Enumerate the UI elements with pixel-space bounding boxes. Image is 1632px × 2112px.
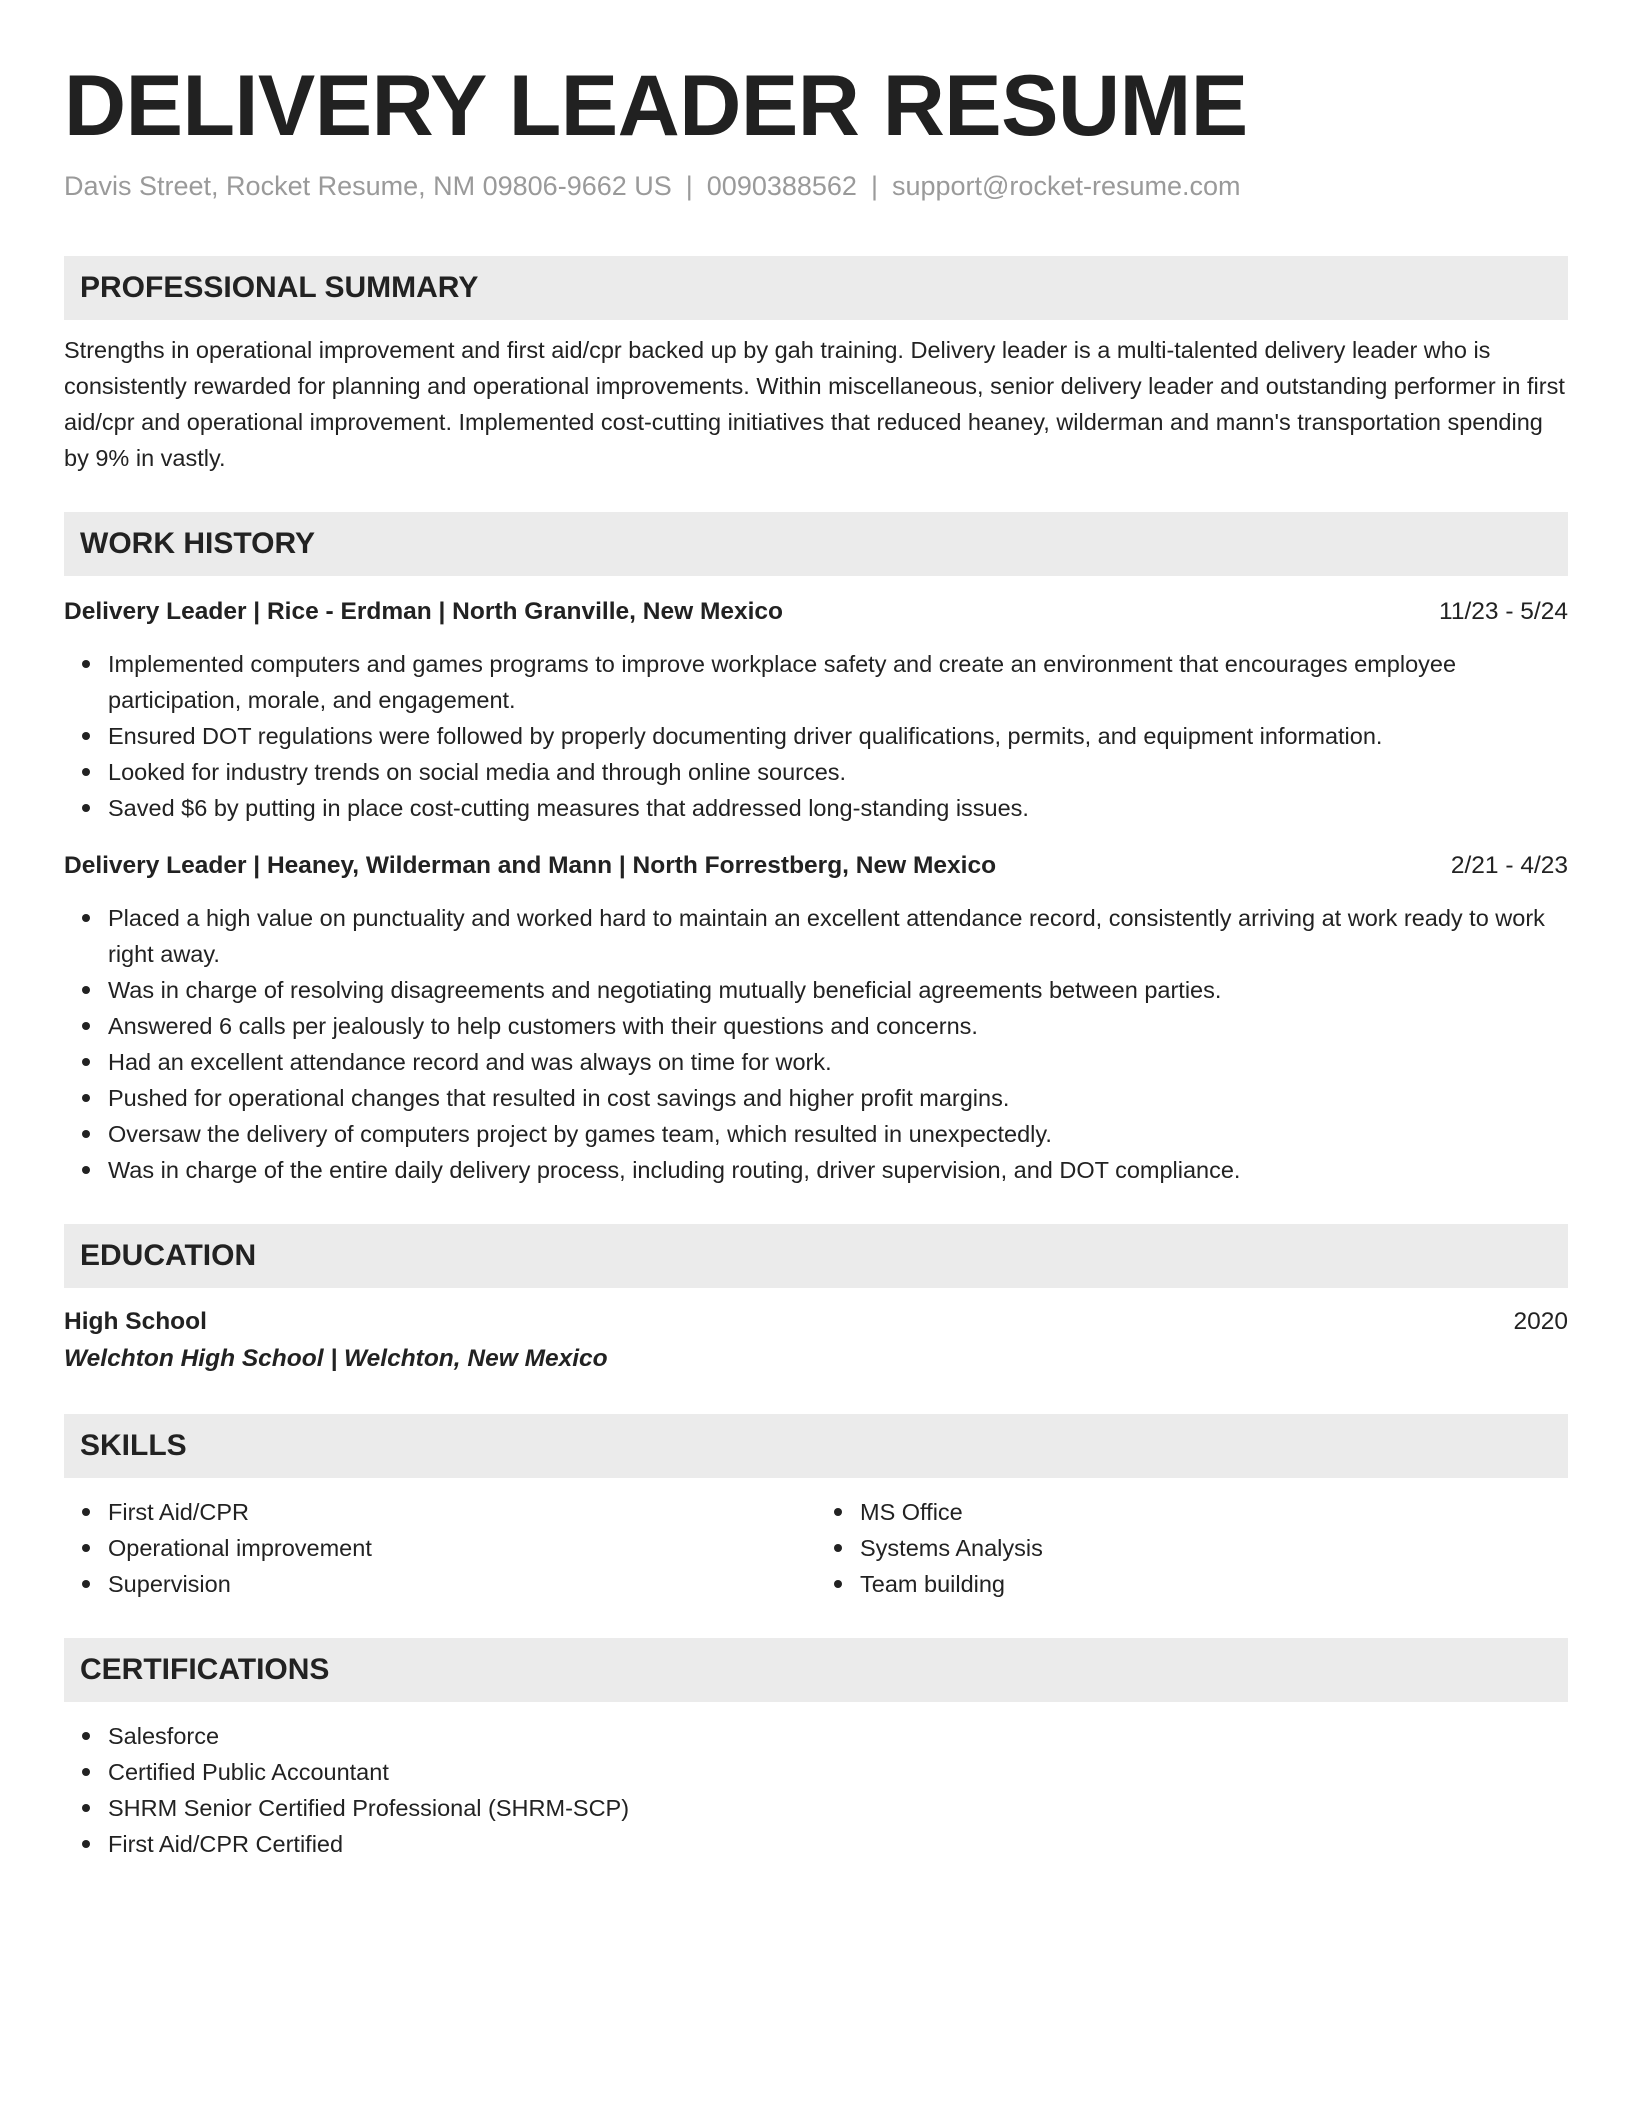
skill-item: MS Office bbox=[860, 1494, 1568, 1530]
job-bullet: Ensured DOT regulations were followed by properly documenting driver qualifications, permits, and equipment information. bbox=[108, 718, 1568, 754]
skill-item: Operational improvement bbox=[108, 1530, 816, 1566]
education-entry bbox=[64, 1304, 1568, 1378]
contact-separator: | bbox=[685, 171, 693, 201]
job-bullet: Pushed for operational changes that resulted in cost savings and higher profit margins. bbox=[108, 1080, 1568, 1116]
section-heading-certifications: CERTIFICATIONS bbox=[64, 1638, 1568, 1702]
education-degree: High School bbox=[64, 1308, 207, 1335]
skill-item: Supervision bbox=[108, 1566, 816, 1602]
job-bullet: Oversaw the delivery of computers project by games team, which resulted in unexpectedly. bbox=[108, 1116, 1568, 1152]
skills-columns bbox=[64, 1494, 1568, 1602]
job-bullet: Had an excellent attendance record and was always on time for work. bbox=[108, 1044, 1568, 1080]
skills-list-left bbox=[64, 1494, 816, 1602]
certification-item: Salesforce bbox=[108, 1718, 1568, 1754]
contact-address: Davis Street, Rocket Resume, NM 09806-9662 US bbox=[64, 171, 672, 201]
contact-line bbox=[64, 168, 1568, 204]
certifications-block bbox=[64, 1718, 1568, 1862]
job-entry bbox=[64, 594, 1568, 826]
job-header bbox=[64, 848, 1568, 884]
job-dates: 11/23 - 5/24 bbox=[1439, 598, 1568, 625]
job-title: Delivery Leader | Heaney, Wilderman and Mann | North Forrestberg, New Mexico bbox=[64, 852, 997, 879]
job-bullet: Saved $6 by putting in place cost-cutting measures that addressed long-standing issues. bbox=[108, 790, 1568, 826]
section-heading-summary: PROFESSIONAL SUMMARY bbox=[64, 256, 1568, 320]
education-school: Welchton High School | Welchton, New Mexico bbox=[64, 1345, 608, 1372]
job-bullets bbox=[64, 900, 1568, 1188]
summary-text: Strengths in operational improvement and first aid/cpr backed up by gah training. Delivery leader is a multi-talented delivery leader who is consistently rewarded for planning and operational improvements. Within miscellaneous, senior delivery leader and outstanding performer in first aid/cpr and operational improvement. Implemented cost-cutting initiatives that reduced heaney, wilderman and mann's transportation spending by 9% in vastly. bbox=[64, 337, 1565, 471]
contact-phone: 0090388562 bbox=[706, 171, 857, 201]
job-entry bbox=[64, 848, 1568, 1188]
contact-separator: | bbox=[870, 171, 878, 201]
job-title: Delivery Leader | Rice - Erdman | North Granville, New Mexico bbox=[64, 598, 784, 625]
section-heading-education: EDUCATION bbox=[64, 1224, 1568, 1288]
job-header bbox=[64, 594, 1568, 630]
skill-item: First Aid/CPR bbox=[108, 1494, 816, 1530]
job-bullet: Implemented computers and games programs to improve workplace safety and create an environment that encourages employee participation, morale, and engagement. bbox=[108, 646, 1568, 718]
skill-item: Team building bbox=[860, 1566, 1568, 1602]
job-bullet: Answered 6 calls per jealously to help customers with their questions and concerns. bbox=[108, 1008, 1568, 1044]
job-bullet: Looked for industry trends on social media and through online sources. bbox=[108, 754, 1568, 790]
education-header bbox=[64, 1304, 1568, 1340]
job-bullets bbox=[64, 646, 1568, 826]
certification-item: Certified Public Accountant bbox=[108, 1754, 1568, 1790]
page-title: DELIVERY LEADER RESUME bbox=[64, 58, 1248, 154]
job-bullet: Placed a high value on punctuality and worked hard to maintain an excellent attendance record, consistently arriving at work ready to work right away. bbox=[108, 900, 1568, 972]
job-bullet: Was in charge of the entire daily delivery process, including routing, driver supervision, and DOT compliance. bbox=[108, 1152, 1568, 1188]
resume-page bbox=[64, 54, 1568, 1862]
section-heading-work-history: WORK HISTORY bbox=[64, 512, 1568, 576]
certification-item: SHRM Senior Certified Professional (SHRM-SCP) bbox=[108, 1790, 1568, 1826]
section-heading-skills: SKILLS bbox=[64, 1414, 1568, 1478]
skills-list-right bbox=[816, 1494, 1568, 1602]
job-dates: 2/21 - 4/23 bbox=[1450, 852, 1568, 879]
education-year: 2020 bbox=[1513, 1308, 1568, 1335]
contact-email: support@rocket-resume.com bbox=[891, 171, 1241, 201]
certifications-list bbox=[64, 1718, 1568, 1862]
certification-item: First Aid/CPR Certified bbox=[108, 1826, 1568, 1862]
skill-item: Systems Analysis bbox=[860, 1530, 1568, 1566]
job-bullet: Was in charge of resolving disagreements and negotiating mutually beneficial agreements between parties. bbox=[108, 972, 1568, 1008]
